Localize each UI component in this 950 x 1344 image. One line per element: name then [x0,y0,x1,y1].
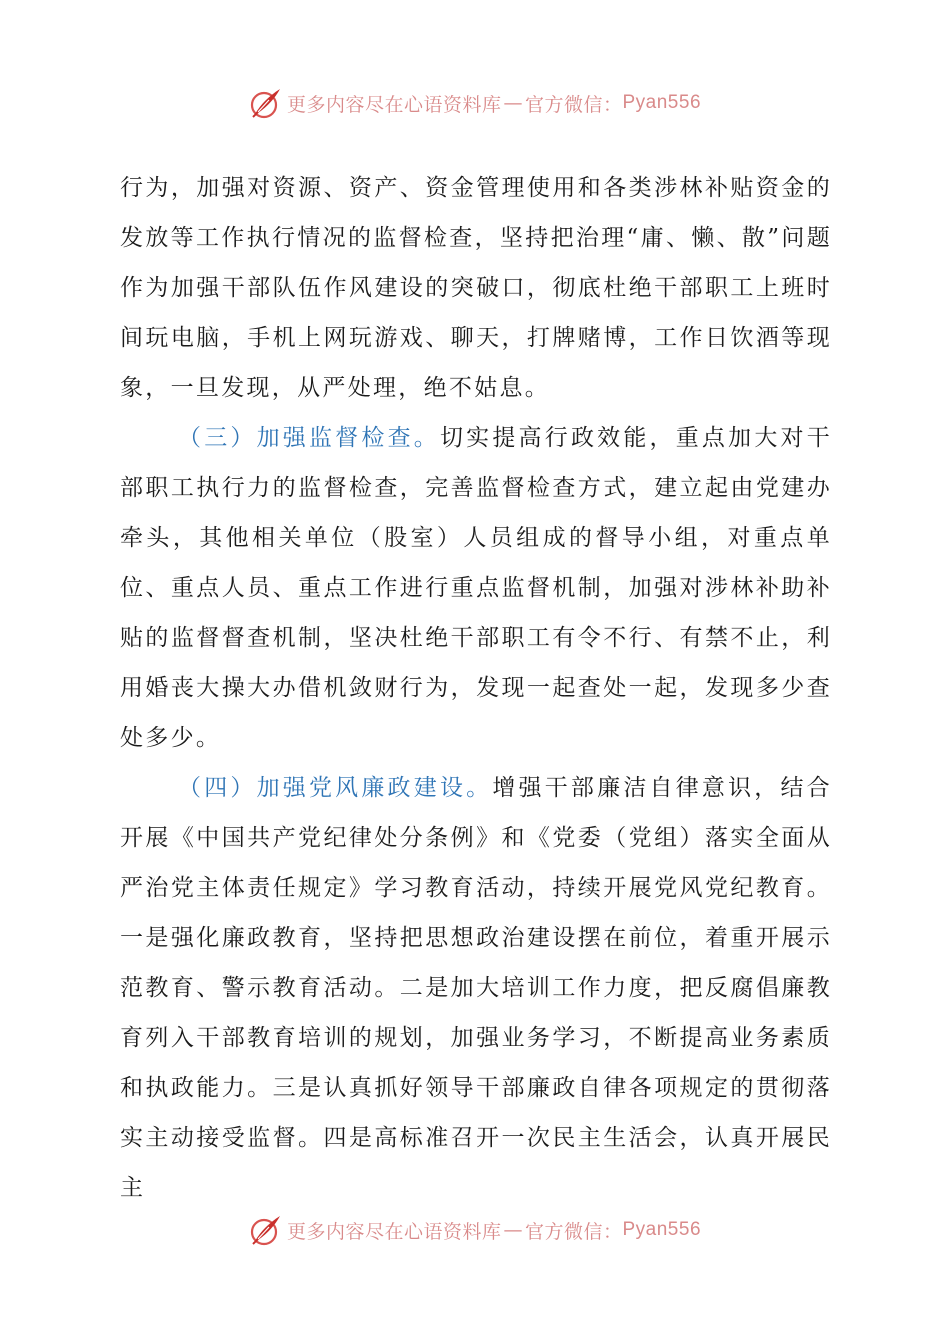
quill-pen-logo-icon [249,86,283,120]
paragraph-3-body: 增强干部廉洁自律意识，结合开展《中国共产党纪律处分条例》和《党委（党组）落实全面从严治党主体责任规定》学习教育活动，持续开展党风党纪教育。一是强化廉政教育，坚持把思想政治建设摆在前位，着重开展示范教育、警示教育活动。二是加大培训工作力度，把反腐倡廉教育列入干部教育培训的规划，加强业务学习，不断提高业务素质和执政能力。三是认真抓好领导干部廉政自律各项规定的贯彻落实主动接受监督。四是高标准召开一次民主生活会，认真开展民主 [120,775,832,1201]
watermark-label: 官方微信： [524,93,623,116]
watermark-handle: Pyan556 [622,1219,702,1240]
footer-watermark [0,1210,950,1250]
paragraph-2-heading: （三）加强监督检查。 [178,425,440,451]
watermark-label: 官方微信： [524,1220,623,1243]
paragraph-3-heading: （四）加强党风廉政建设。 [178,775,493,801]
quill-pen-logo-icon [249,1213,283,1247]
watermark-brand: 更多内容尽在心语资料库 [286,1220,502,1243]
document-body [120,163,832,1213]
paragraph-1-body: 行为，加强对资源、资产、资金管理使用和各类涉林补贴资金的发放等工作执行情况的监督检查，坚持把治理“庸、懒、散”问题作为加强干部队伍作风建设的突破口，彻底杜绝干部职工上班时间玩电脑，手机上网玩游戏、聊天，打牌赌博，工作日饮酒等现象，一旦发现，从严处理，绝不姑息。 [120,175,832,401]
watermark-brand: 更多内容尽在心语资料库 [286,93,502,116]
header-watermark [0,83,950,123]
paragraph-2 [120,413,832,763]
paragraph-1 [120,163,832,413]
watermark-handle: Pyan556 [622,92,702,113]
watermark-separator: — [503,1219,523,1241]
paragraph-3 [120,763,832,1213]
paragraph-2-body: 切实提高行政效能，重点加大对干部职工执行力的监督检查，完善监督检查方式，建立起由党建办牵头，其他相关单位（股室）人员组成的督导小组，对重点单位、重点人员、重点工作进行重点监督机制，加强对涉林补助补贴的监督督查机制，坚决杜绝干部职工有令不行、有禁不止，利用婚丧大操大办借机敛财行为，发现一起查处一起，发现多少查处多少。 [120,425,833,751]
watermark-separator: — [503,92,523,114]
